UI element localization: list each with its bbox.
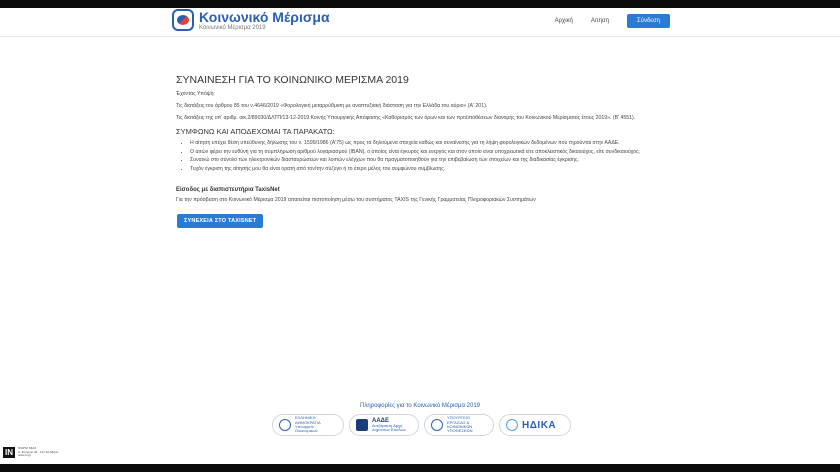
- list-item: • Ο αιτών φέρει την ευθύνη για τη συμπλήρωση αριθμού λογαριασμού (IBAN), ο οποίος είναι έγκυρος και ενεργός και στον οποίο είναι υποχρεωτικά είτε αποκλειστικός δικαιούχος, είτε συνδικαιούχος.: [190, 149, 676, 156]
- list-item: • Η αίτηση επέχει θέση υπεύθυνης δήλωσης του ν. 1599/1986 (Α'75) ως προς τα δηλούμενα στοιχεία καθώς και συναίνεσης για τη λήψη φορολογικών δεδομένων που τηρούνται στην ΑΑΔΕ.: [190, 140, 676, 147]
- main-content: [176, 74, 676, 228]
- continue-taxisnet-button[interactable]: ΣΥΝΕΧΕΙΑ ΣΤΟ TAXISNET: [177, 214, 263, 228]
- logo-mark-icon: [172, 9, 194, 31]
- hellenic-emblem-icon: [431, 419, 443, 431]
- aade-logo-icon: [356, 419, 368, 431]
- top-letterbox: [0, 0, 840, 8]
- taxis-description: Για την πρόσβαση στο Κοινωνικό Μέρισμα 2019 απαιτείται πιστοποίηση μέσω του συστήματος TAXIS της Γενικής Γραμματείας Πληροφοριακών Συστημάτων: [176, 196, 536, 203]
- taxis-heading: Είσοδος με διαπιστευτήρια TaxisNet: [176, 186, 280, 193]
- hdika-logo-icon: [506, 419, 518, 431]
- partner-hdika[interactable]: ΗΔΙΚΑ: [499, 414, 571, 436]
- site-header: [0, 8, 840, 37]
- agree-heading: ΣΥΜΦΩΝΩ ΚΑΙ ΑΠΟΔΕΧΟΜΑΙ ΤΑ ΠΑΡΑΚΑΤΩ:: [176, 127, 335, 137]
- legal-paragraph-2: Τις διατάξεις της υπ' αριθμ. οικ.2/89030/ΔΛΤΠ/13-12-2019 Κοινής Υπουργικής Απόφασης «Καθορισμός των όρων και των προϋποθέσεων διανομής του Κοινωνικού Μερίσματος έτους 2019». (Β' 4551).: [176, 115, 636, 122]
- login-button[interactable]: Σύνδεση: [627, 14, 670, 28]
- nav-application-link[interactable]: Αιτηση: [590, 18, 609, 24]
- logo-title: Κοινωνικό Μέρισμα: [199, 8, 330, 25]
- page-title: ΣΥΝΑΙΝΕΣΗ ΓΙΑ ΤΟ ΚΟΙΝΩΝΙΚΟ ΜΕΡΙΣΜΑ 2019: [176, 74, 409, 86]
- logo-subtitle: Κοινωνικό Μέρισμα 2019: [199, 24, 266, 31]
- nav-home-link[interactable]: Αρχική: [554, 18, 573, 24]
- hellenic-emblem-icon: [279, 419, 291, 431]
- bottom-letterbox: [0, 464, 840, 472]
- in-logo: IN: [5, 448, 13, 457]
- footer-info-link[interactable]: Πληροφορίες για το Κοινωνικό Μέρισμα 2019: [360, 403, 480, 409]
- legal-paragraph-1: Τις διατάξεις του άρθρου 85 του ν.4646/2019 «Φορολογική μεταρρύθμιση με αναπτυξιακή διάσταση για την Ελλάδα του αύριο» (Α' 201).: [176, 103, 488, 110]
- partner-aade[interactable]: ΑΑΔΕ Ανεξάρτητη Αρχή Δημοσίων Εσόδων: [349, 414, 419, 436]
- partner-logos: [272, 414, 576, 436]
- list-item: • Τυχόν έγκριση της αίτησής μου θα είναι ορατή από τον/την σύζυγο ή το έτερο μέλος του συμφώνου συμβίωσης.: [190, 166, 676, 173]
- partner-ministry-labour[interactable]: ΥΠΟΥΡΓΕΙΟ ΕΡΓΑΣΙΑΣ & ΚΟΙΝΩΝΙΚΩΝ ΥΠΟΘΕΣΕΩΝ: [424, 414, 494, 436]
- site-logo[interactable]: [172, 9, 330, 31]
- agreement-list: [176, 140, 676, 173]
- partner-ministry-finance[interactable]: ΕΛΛΗΝΙΚΗ ΔΗΜΟΚΡΑΤΙΑ Υπουργείο Οικονομικών: [272, 414, 344, 436]
- top-nav: [555, 14, 670, 28]
- intro-text: Έχοντας Υπόψη:: [176, 91, 215, 97]
- publisher-watermark: IN ΙΣΟΡΙΟ ΜΙΑΣ Λ. Συγγρού 44 · 117 42 Αθήνα www.in.gr: [5, 446, 59, 458]
- list-item: • Συναινώ στο σύνολο των ηλεκτρονικών διασταυρώσεων και λοιπών ελέγχων που θα πραγματοποιηθούν για την επιβεβαίωση των στοιχείων και της διαδικασίας έγκρισης.: [190, 157, 676, 164]
